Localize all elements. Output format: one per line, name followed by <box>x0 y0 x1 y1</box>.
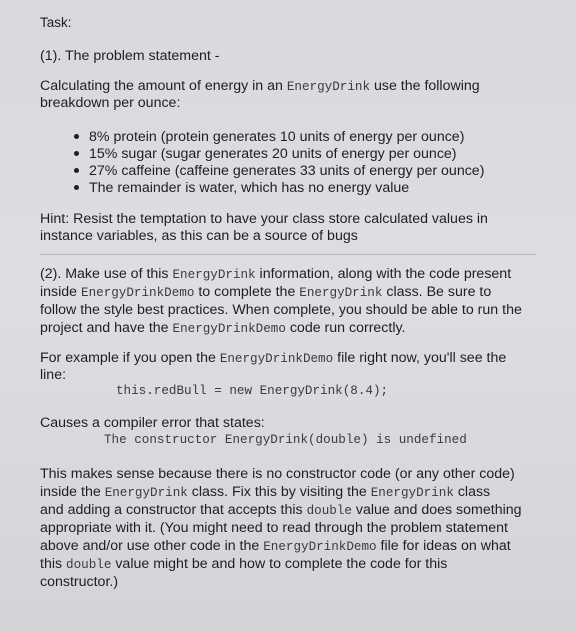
example-line1 <box>40 350 506 368</box>
explanation-line3 <box>40 502 522 520</box>
compiler-error-intro: Causes a compiler error that states: <box>40 415 265 431</box>
code-snippet-redbull: this.redBull = new EnergyDrink(8.4); <box>116 384 389 398</box>
intro-text: Calculating the amount of energy in an <box>40 78 287 94</box>
section2-line1 <box>40 266 511 284</box>
text: class. Be sure to <box>382 284 492 300</box>
text: For example if you open the <box>40 350 220 366</box>
section2-line4 <box>40 320 405 338</box>
bullet-dot-icon <box>74 185 79 190</box>
section2-line2 <box>40 284 491 302</box>
code-energydrinkdemo: EnergyDrinkDemo <box>81 286 195 300</box>
text: inside the <box>40 484 105 500</box>
bullet-dot-icon <box>74 168 79 173</box>
text: code run correctly. <box>285 320 406 336</box>
bullet-dot-icon <box>74 134 79 139</box>
text: value might be and how to complete the code for this <box>111 556 448 572</box>
hint-line1: Hint: Resist the temptation to have your class store calculated values in <box>40 211 488 227</box>
text: file right now, you'll see the <box>333 350 507 366</box>
code-energydrink: EnergyDrink <box>104 486 188 500</box>
text: value and does something <box>351 502 522 518</box>
text: (2). Make use of this <box>40 266 173 282</box>
example-line2: line: <box>40 367 67 383</box>
intro-text-end: use the following <box>370 78 480 94</box>
intro-code: EnergyDrink <box>286 80 371 94</box>
task-label: Task: <box>40 15 72 30</box>
code-energydrink: EnergyDrink <box>299 286 383 300</box>
bullet-text: 27% caffeine (caffeine generates 33 units of energy per ounce) <box>89 163 485 179</box>
explanation-line7: constructor.) <box>40 574 119 590</box>
section1-intro <box>40 78 480 96</box>
explanation-line6 <box>40 556 447 574</box>
code-energydrinkdemo: EnergyDrinkDemo <box>263 540 377 554</box>
bullet-caffeine <box>74 163 484 180</box>
section2-line3: follow the style best practices. When complete, you should be able to run the <box>40 302 522 318</box>
text: inside <box>40 284 82 300</box>
explanation-line4: appropriate with it. (You might need to read through the problem statement <box>40 520 508 536</box>
section1-intro-line2: breakdown per ounce: <box>40 95 181 111</box>
text: above and/or use other code in the <box>40 538 264 554</box>
bullet-dot-icon <box>74 151 79 156</box>
code-energydrink: EnergyDrink <box>370 486 454 500</box>
text: file for ideas on what <box>376 538 511 554</box>
section-divider <box>40 254 536 255</box>
compiler-error-message: The constructor EnergyDrink(double) is undefined <box>104 433 467 447</box>
section1-heading: (1). The problem statement - <box>40 48 220 64</box>
text: project and have the <box>40 320 173 336</box>
bullet-sugar <box>74 146 457 163</box>
hint-line2: instance variables, as this can be a source of bugs <box>40 228 358 244</box>
explanation-line5 <box>40 538 511 556</box>
explanation-line1: This makes sense because there is no constructor code (or any other code) <box>40 466 515 482</box>
text: class. Fix this by visiting the <box>187 484 371 500</box>
text: class <box>453 484 491 500</box>
bullet-text: The remainder is water, which has no energy value <box>89 180 410 196</box>
bullet-text: 15% sugar (sugar generates 20 units of energy per ounce) <box>89 146 457 162</box>
bullet-text: 8% protein (protein generates 10 units of energy per ounce) <box>89 129 465 145</box>
text: to complete the <box>194 284 300 300</box>
code-double: double <box>66 558 112 572</box>
text: and adding a constructor that accepts this <box>40 502 307 518</box>
code-double: double <box>306 504 352 518</box>
bullet-protein <box>74 129 464 146</box>
bullet-water <box>74 180 409 197</box>
text: information, along with the code present <box>255 266 512 282</box>
text: this <box>40 556 67 572</box>
code-energydrinkdemo: EnergyDrinkDemo <box>219 352 334 366</box>
code-energydrink: EnergyDrink <box>172 268 256 282</box>
explanation-line2 <box>40 484 490 502</box>
code-energydrinkdemo: EnergyDrinkDemo <box>172 322 286 336</box>
